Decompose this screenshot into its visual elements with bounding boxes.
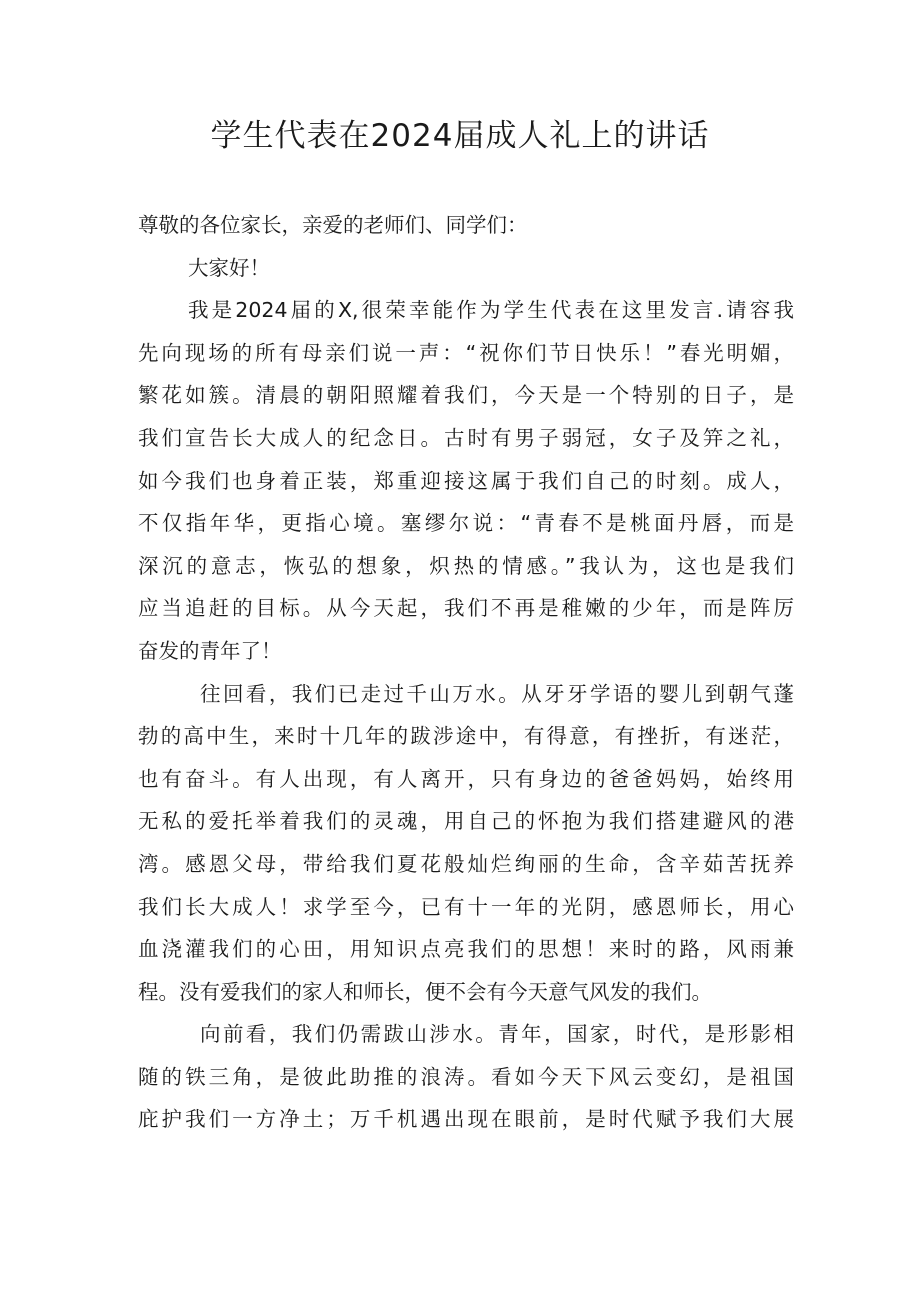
paragraph-1-line-5: 如今我们也身着正装，郑重迎接这属于我们自己的时刻。成人， xyxy=(138,468,794,493)
paragraph-1-line-6: 不仅指年华，更指心境。塞缪尔说：“青春不是桃面丹唇，而是 xyxy=(138,511,794,536)
paragraph-2-line-6: 我们长大成人！求学至今，已有十一年的光阴，感恩师长，用心 xyxy=(138,894,794,919)
paragraph-1-line-1: 我是2024届的X,很荣幸能作为学生代表在这里发言.请容我 xyxy=(188,298,794,323)
salutation: 尊敬的各位家长，亲爱的老师们、同学们： xyxy=(138,213,528,237)
paragraph-3-line-3: 庇护我们一方净土；万千机遇出现在眼前，是时代赋予我们大展 xyxy=(138,1107,794,1132)
paragraph-2-line-7: 血浇灌我们的心田，用知识点亮我们的思想！来时的路，风雨兼 xyxy=(138,937,794,962)
paragraph-2-line-1: 往回看，我们已走过千山万水。从牙牙学语的婴儿到朝气蓬 xyxy=(200,681,794,706)
paragraph-1-line-8: 应当追赶的目标。从今天起，我们不再是稚嫩的少年，而是阵厉 xyxy=(138,596,794,621)
paragraph-2-line-8: 程。没有爱我们的家人和师长，便不会有今天意气风发的我们。 xyxy=(138,979,712,1004)
paragraph-2-line-4: 无私的爱托举着我们的灵魂，用自己的怀抱为我们搭建避风的港 xyxy=(138,809,794,834)
greeting: 大家好！ xyxy=(188,255,270,280)
paragraph-1-line-2: 先向现场的所有母亲们说一声：“祝你们节日快乐！”春光明媚， xyxy=(138,340,794,365)
paragraph-2-line-2: 勃的高中生，来时十几年的跋涉途中，有得意，有挫折，有迷茫， xyxy=(138,724,794,749)
paragraph-3-line-2: 随的铁三角，是彼此助推的浪涛。看如今天下风云变幻，是祖国 xyxy=(138,1064,794,1089)
paragraph-2-line-3: 也有奋斗。有人出现，有人离开，只有身边的爸爸妈妈，始终用 xyxy=(138,766,794,791)
document-title: 学生代表在2024届成人礼上的讲话 xyxy=(210,118,710,154)
paragraph-1-line-7: 深沉的意志，恢弘的想象，炽热的情感。”我认为，这也是我们 xyxy=(138,553,794,578)
paragraph-1-line-9: 奋发的青年了！ xyxy=(138,638,282,663)
paragraph-1-line-3: 繁花如簇。清晨的朝阳照耀着我们，今天是一个特别的日子，是 xyxy=(138,383,794,408)
paragraph-3-line-1: 向前看，我们仍需跋山涉水。青年，国家，时代，是形影相 xyxy=(200,1022,794,1047)
paragraph-2-line-5: 湾。感恩父母，带给我们夏花般灿烂绚丽的生命，含辛茹苦抚养 xyxy=(138,851,794,876)
paragraph-1-line-4: 我们宣告长大成人的纪念日。古时有男子弱冠，女子及笄之礼， xyxy=(138,425,794,450)
document-body xyxy=(138,204,794,1141)
